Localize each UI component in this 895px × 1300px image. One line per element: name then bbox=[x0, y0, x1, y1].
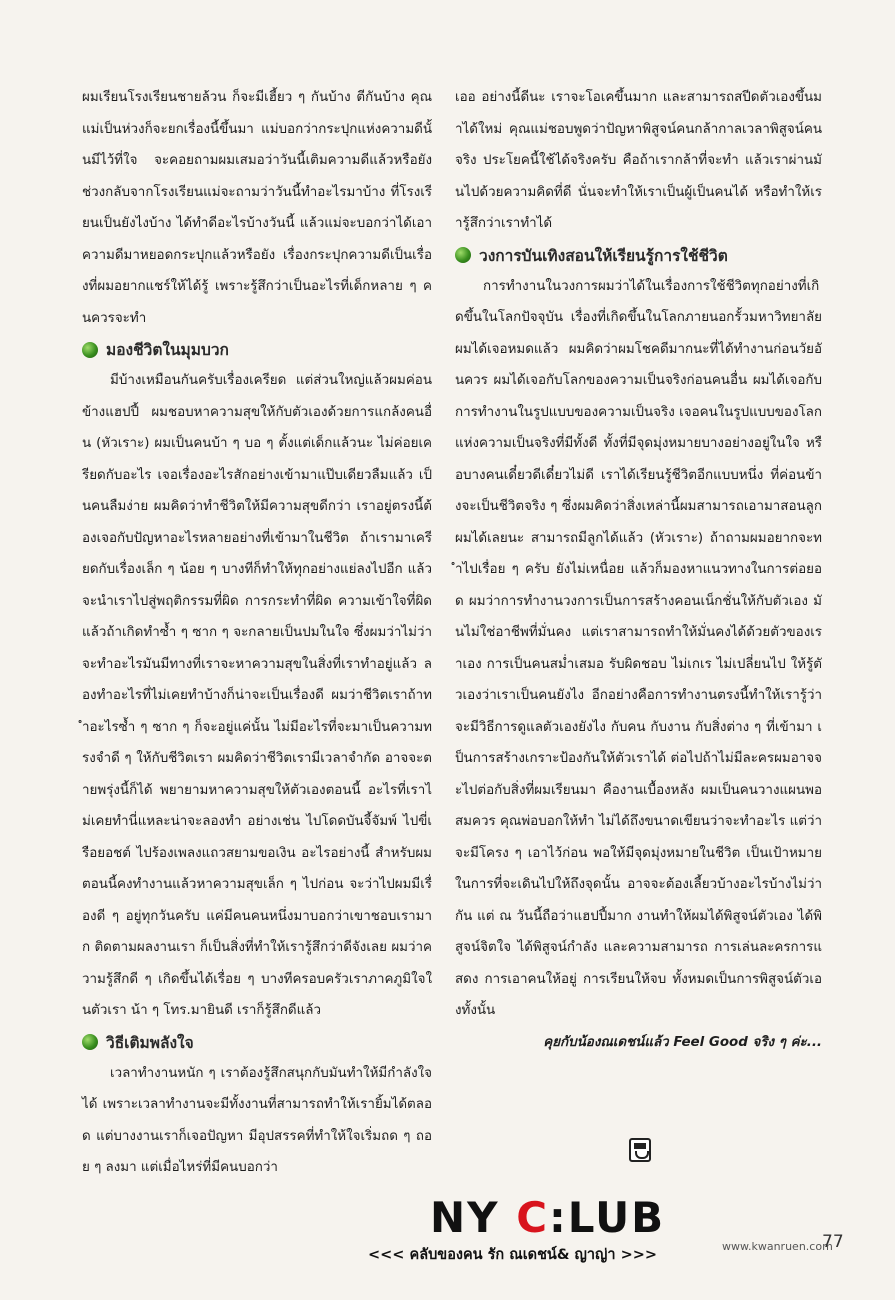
continuation-paragraph: เออ อย่างนี้ดีนะ เราจะโอเคขึ้นมาก และสามารถสปีดตัวเองขึ้นมาได้ใหม่ คุณแม่ชอบพูดว่าปัญหาพิสูจน์คนกล้ากาลเวลาพิสูจน์คนจริง ประโยคนี้ใช้ได้จริงครับ คือถ้าเรากล้าที่จะทำ แล้วเราผ่านมันไปด้วยความคิดที่ดี นั่นจะทำให้เราเป็นผู้เป็นคนได้ หรือทำให้เรารู้สึกว่าเราทำได้ bbox=[455, 90, 822, 231]
section-paragraph-positive-life: มีบ้างเหมือนกันครับเรื่องเครียด แต่ส่วนใหญ่แล้วผมค่อนข้างแฮปปี้ ผมชอบหาความสุขให้กับตัวเองด้วยการแกล้งคนอื่น (หัวเราะ) ผมเป็นคนบ้า ๆ บอ ๆ ตั้งแต่เด็กแล้วนะ ไม่ค่อยเครียดกับอะไร เจอเรื่องอะไรสักอย่างเข้ามาแป๊บเดียวลืมแล้ว เป็นคนลืมง่าย ผมคิดว่าทำชีวิตให้มีความสุขดีกว่า เราอยู่ตรงนี้ต้องเจอกับปัญหาอะไรหลายอย่างที่เข้ามาในชีวิต ถ้าเรามาเครียดกับเรื่องเล็ก ๆ น้อย ๆ บางทีก็ทำให้ทุกอย่างแย่ลงไปอีก แล้วจะนำเราไปสู่พฤติกรรมที่ผิด การกระทำที่ผิด ความเข้าใจที่ผิด แล้วถ้าเกิดทำซ้ำ ๆ ซาก ๆ จะกลายเป็นปมในใจ ซึ่งผมว่าไม่ว่าจะทำอะไรมันมีทางที่เราจะหาความสุขในสิ่งที่เราทำอยู่แล้ว ลองทำอะไรที่ไม่เคยทำบ้างก็น่าจะเป็นเรื่องดี ผมว่าชีวิตเราถ้าทำอะไรซ้ำ ๆ ซาก ๆ ก็จะอยู่แค่นั้น ไม่มีอะไรที่จะมาเป็นความทรงจำดี ๆ ให้กับชีวิตเรา ผมคิดว่าชีวิตเรามีเวลาจำกัด อาจจะตายพรุ่งนี้ก็ได้ พยายามหาความสุขให้ตัวเองตอนนี้ อะไรที่เราไม่เคยทำนี่แหละน่าจะลองทำ อย่างเช่น ไปโดดบันจี้จัมพ์ ไปขี่เรือยอชต์ ไปร้องเพลงแถวสยามขอเงิน อะไรอย่างนี้ สำหรับผมตอนนี้คงทำงานแล้วหาความสุขเล็ก ๆ ไปก่อน จะว่าไปผมมีเรื่องดี ๆ อยู่ทุกวันครับ แค่มีคนคนหนึ่งมาบอกว่าเขาชอบเรามาก ติดตามผลงานเรา ก็เป็นสิ่งที่ทำให้เรารู้สึกว่าดีจังเลย ผมว่าความรู้สึกดี ๆ เกิดขึ้นได้เรื่อย ๆ บางทีครอบครัวเราภาคภูมิใจในตัวเรา น้า ๆ โทร.มายินดี เราก็รู้สึกดีแล้ว bbox=[82, 373, 432, 1018]
mascot-icon bbox=[629, 1138, 651, 1162]
page-number: 77 bbox=[822, 1232, 844, 1252]
brand-logo bbox=[430, 1193, 690, 1243]
right-column bbox=[455, 82, 822, 1058]
sign-off: คุยกับน้องณเดชน์แล้ว Feel Good จริง ๆ ค่ะ... bbox=[543, 1034, 822, 1050]
section-heading-entertainment bbox=[455, 240, 822, 271]
green-bullet-icon bbox=[82, 342, 98, 358]
section-heading-text: วิธีเติมพลังใจ bbox=[106, 1033, 194, 1052]
green-bullet-icon bbox=[455, 247, 471, 263]
intro-paragraph: ผมเรียนโรงเรียนชายล้วน ก็จะมีเฮี้ยว ๆ กันบ้าง ตีกันบ้าง คุณแม่เป็นห่วงก็จะยกเรื่องนี้ขึ้นมา แม่บอกว่ากระปุกแห่งความดีนั้นมีไว้ที่ใจ จะคอยถามผมเสมอว่าวันนี้เติมความดีแล้วหรือยัง ช่วงกลับจากโรงเรียนแม่จะถามว่าวันนี้ทำอะไรมาบ้าง ที่โรงเรียนเป็นยังไงบ้าง ได้ทำดีอะไรบ้างวันนี้ แล้วแม่จะบอกว่าได้เอาความดีมาหยอดกระปุกแล้วหรือยัง เรื่องกระปุกความดีเป็นเรื่องที่ผมอยากแชร์ให้ได้รู้ เพราะรู้สึกว่าเป็นอะไรที่เด็กหลาย ๆ คนควรจะทำ bbox=[82, 90, 432, 326]
section-heading-recharge bbox=[82, 1027, 432, 1058]
section-heading-positive-life bbox=[82, 334, 432, 365]
brand-c: C bbox=[516, 1193, 550, 1242]
green-bullet-icon bbox=[82, 1034, 98, 1050]
section-heading-text: มองชีวิตในมุมบวก bbox=[106, 341, 229, 359]
section-heading-text: วงการบันเทิงสอนให้เรียนรู้การใช้ชีวิต bbox=[479, 246, 728, 265]
section-paragraph-entertainment: การทำงานในวงการผมว่าได้ในเรื่องการใช้ชีวิตทุกอย่างที่เกิดขึ้นในโลกปัจจุบัน เรื่องที่เกิดขึ้นในโลกภายนอกรั้วมหาวิทยาลัยผมได้เจอหมดแล้ว ผมคิดว่าผมโชคดีมากนะที่ได้ทำงานก่อนวัยอันควร ผมได้เจอกับโลกของความเป็นจริงก่อนคนอื่น ผมได้เจอกับการทำงานในรูปแบบของความเป็นจริง เจอคนในรูปแบบของโลกแห่งความเป็นจริงที่มีทั้งดี ทั้งที่มีจุดมุ่งหมายบางอย่างอยู่ในใจ หรือบางคนเดี๋ยวดีเดี๋ยวไม่ดี เราได้เรียนรู้ชีวิตอีกแบบหนึ่ง ที่ค่อนข้างจะเป็นชีวิตจริง ๆ ซึ่งผมคิดว่าสิ่งเหล่านี้ผมสามารถเอามาสอนลูกผมได้เลยนะ สามารถมีลูกได้แล้ว (หัวเราะ) ถ้าถามผมอยากจะทำไปเรื่อย ๆ ครับ ยังไม่เหนื่อย แล้วก็มองหาแนวทางในการต่อยอด ผมว่าการทำงานวงการเป็นการสร้างคอนเน็กชั่นให้กับตัวเอง มันไม่ใช่อาชีพที่มั่นคง แต่เราสามารถทำให้มั่นคงได้ด้วยตัวของเราเอง การเป็นคนสม่ำเสมอ รับผิดชอบ ไม่เกเร ไม่เปลี่ยนไป ให้รู้ตัวเองว่าเราเป็นคนยังไง อีกอย่างคือการทำงานตรงนี้ทำให้เรารู้ว่าจะมีวิธีการดูแลตัวเองยังไง กับคน กับงาน กับสิ่งต่าง ๆ ที่เข้ามา เป็นการสร้างเกราะป้องกันให้ตัวเราได้ ต่อไปถ้าไม่มีละครผมอาจจะไปต่อกับสิ่งที่ผมเรียนมา คืองานเบื้องหลัง ผมเป็นคนวางแผนพอสมควร คุณพ่อบอกให้ทำ ไม่ได้ถึงขนาดเขียนว่าจะทำอะไร แต่ว่าจะมีโครง ๆ เอาไว้ก่อน พอให้มีจุดมุ่งหมายในชีวิต เป็นเป้าหมายในการที่จะเดินไปให้ถึงจุดนั้น อาจจะต้องเลี้ยวบ้างอะไรบ้างไม่ว่ากัน แต่ ณ วันนี้ถือว่าแฮปปี้มาก งานทำให้ผมได้พิสูจน์ตัวเอง ได้พิสูจน์จิตใจ ได้พิสูจน์กำลัง และความสามารถ การเล่นละครการแสดง การเอาคนให้อยู่ การเรียนให้จบ ทั้งหมดเป็นการพิสูจน์ตัวเองทั้งนั้น bbox=[455, 278, 822, 1018]
brand-suffix: :LUB bbox=[549, 1193, 666, 1242]
club-tagline: <<< คลับของคน รัก ณเดชน์& ญาญ่า >>> bbox=[368, 1247, 658, 1263]
section-paragraph-recharge: เวลาทำงานหนัก ๆ เราต้องรู้สึกสนุกกับมันทำให้มีกำลังใจได้ เพราะเวลาทำงานจะมีทั้งงานที่สามารถทำให้เรายิ้มได้ตลอด แต่บางงานเราก็เจอปัญหา มีอุปสรรคที่ทำให้ใจเริ่มถด ๆ ถอย ๆ ลงมา แต่เมื่อไหร่ที่มีคนบอกว่า bbox=[82, 1065, 432, 1175]
website-link[interactable]: www.kwanruen.com bbox=[722, 1240, 833, 1253]
brand-prefix: NY bbox=[430, 1193, 517, 1242]
left-column bbox=[82, 82, 432, 1184]
